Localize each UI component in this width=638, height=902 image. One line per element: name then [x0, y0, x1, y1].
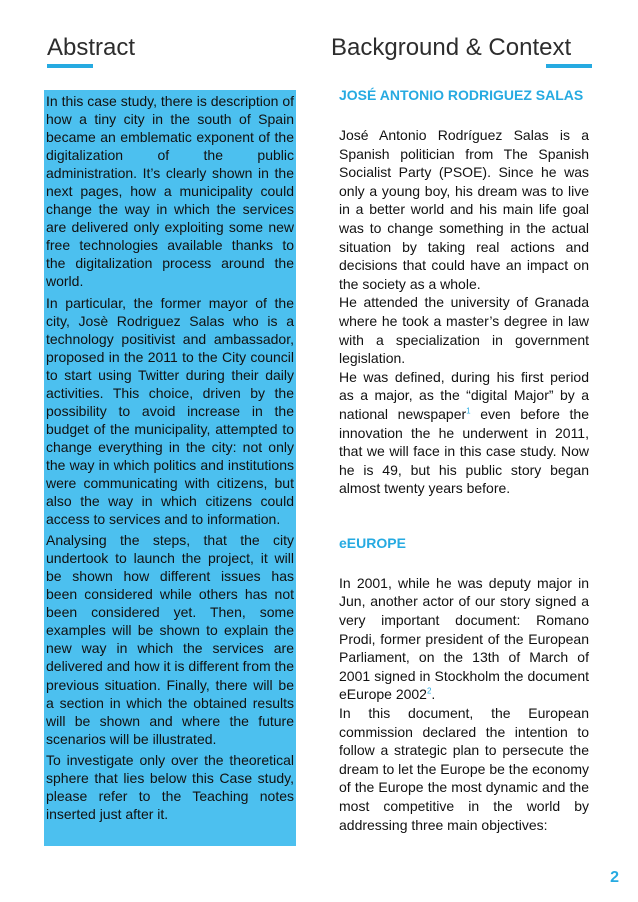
- abstract-paragraph-1: In this case study, there is description of how a tiny city in the south of Spain became an emblematic exponent of the digitalization of the public administration. It’s clearly shown in the next pages, how a municipality could change the way in which the services are delivered only exploiting some new free technologies available thanks to the digitalization process around the world.: [46, 93, 294, 290]
- eeurope-paragraph-1: [339, 574, 589, 704]
- background-column: [339, 84, 589, 834]
- abstract-paragraph-2: In particular, the former mayor of the city, Josè Rodriguez Salas who is a technology positivist and ambassador, proposed in the 2011 to the City council to start using Twitter during their daily activities. This choice, driven by the possibility to avoid increase in the budget of the municipality, attempted to change everything in the city: not only the way in which politics and institutions were communicating with citizens, but also the way in which citizens could access to services and to information.: [46, 294, 294, 528]
- jose-paragraph-1: José Antonio Rodríguez Salas is a Spanish politician from The Spanish Socialist Party (PSOE). Since he was only a young boy, his dream was to live in a better world and his main life goal was to change something in the actual situation by taking real actions and decisions that could have an impact on the society as a whole.: [339, 127, 589, 292]
- jose-paragraph-3-text-cont: even before the innovation the he underwent in 2011, that we will face in this case study. Now he is 49, but his public story began almost twenty years before.: [339, 405, 589, 497]
- footnote-ref-2[interactable]: 2: [426, 686, 432, 696]
- jose-paragraph-3: [339, 368, 589, 498]
- jose-paragraph-2: He attended the university of Granada where he took a master’s degree in law with a specialization in government legislation.: [339, 294, 589, 367]
- page-number: 2: [610, 869, 619, 886]
- abstract-heading-underline: [47, 64, 93, 68]
- eeurope-paragraph-1-end: .: [431, 686, 436, 703]
- abstract-paragraph-4: To investigate only over the theoretical sphere that lies below this Case study, please refer to the Teaching notes inserted just after it.: [46, 751, 294, 822]
- abstract-heading: Abstract: [47, 34, 136, 61]
- eeurope-paragraph-2: In this document, the European commission declared the intention to follow a strategic plan to persecute the dream to let the Europe be the economy of the Europe the most dynamic and the most competitive in the world by addressing three main objectives:: [339, 705, 589, 833]
- footnote-ref-1[interactable]: 1: [466, 406, 471, 416]
- background-heading-underline: [546, 64, 592, 68]
- background-heading: Background & Context: [331, 34, 572, 61]
- abstract-box: [44, 90, 296, 846]
- eeurope-paragraph-1-text: In 2001, while he was deputy major in Jun, another actor of our story signed a very important document: Romano Prodi, former president of the European Parliament, on the 13th of March of 2001 signed in Stockholm the document eEurope 2002: [339, 574, 589, 703]
- abstract-paragraph-3: Analysing the steps, that the city undertook to launch the project, it will be shown how different issues has been considered while others has not been considered yet. Then, some examples will be shown to explain the new way in which the services are delivered and how it is different from the previous situation. Finally, there will be a section in which the obtained results will be shown and where the future scenarios will be illustrated.: [46, 532, 294, 747]
- jose-section-title: JOSÉ ANTONIO RODRIGUEZ SALAS: [339, 87, 584, 103]
- jose-paragraph-3-text: He was defined, during his first period as a major, as the “digital Major” by a national newspaper: [339, 368, 589, 422]
- eeurope-section-title: eEUROPE: [339, 534, 406, 551]
